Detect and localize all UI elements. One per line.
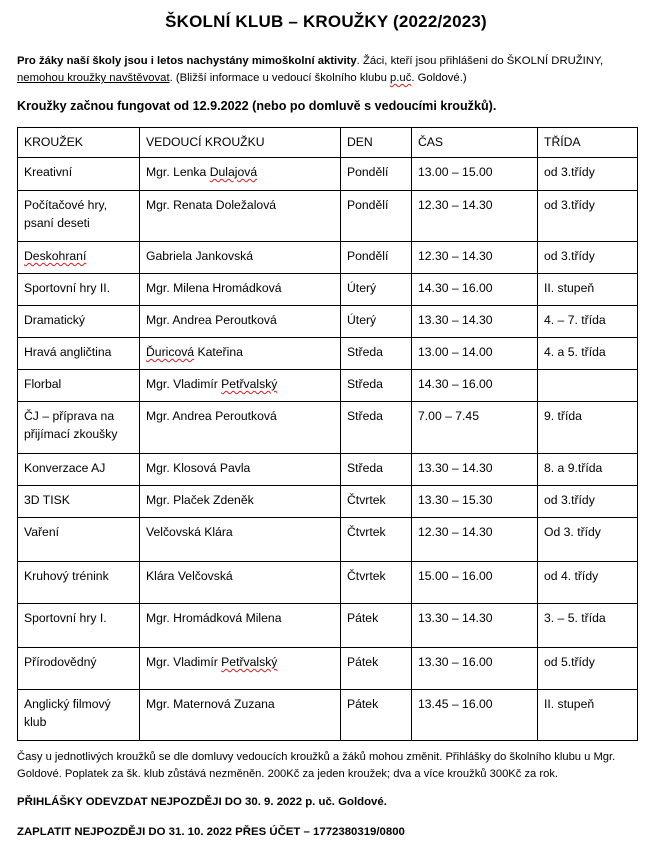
club-name-cell: Hravá angličtina [18,338,140,370]
grade-cell: II. stupeň [538,274,638,306]
intro-underlined: nemohou kroužky navštěvovat [17,72,170,84]
grade-cell: 4. a 5. třída [538,338,638,370]
time-cell: 13.30 – 14.30 [412,454,538,486]
time-cell: 13.30 – 14.30 [412,306,538,338]
day-cell: Středa [341,402,412,454]
intro-text-2: . (Bližší informace u vedoucí školního klubu [169,72,390,84]
day-cell: Středa [341,338,412,370]
time-cell: 13.30 – 14.30 [412,604,538,648]
day-cell: Pondělí [341,158,412,191]
header-cell: KROUŽEK [18,128,140,158]
leader-cell: Mgr. Milena Hromádková [140,274,341,306]
day-cell: Středa [341,454,412,486]
grade-cell: od 4. třídy [538,562,638,604]
day-cell: Pondělí [341,191,412,242]
day-cell: Čtvrtek [341,562,412,604]
grade-cell: od 3.třídy [538,158,638,191]
table-row [18,274,638,306]
spellcheck-word: Petřvalský [221,655,278,669]
header-cell: VEDOUCÍ KROUŽKU [140,128,341,158]
header-cell: ČAS [412,128,538,158]
table-row [18,158,638,191]
time-cell: 12.30 – 14.30 [412,191,538,242]
table-row [18,402,638,454]
day-cell: Pátek [341,690,412,741]
intro-paragraph [17,53,637,87]
club-name-cell: Kruhový trénink [18,562,140,604]
payment-deadline: ZAPLATIT NEJPOZDĚJI DO 31. 10. 2022 PŘES ÚČET – 1772380319/0800 [17,826,405,838]
day-cell: Pondělí [341,242,412,274]
table-row [18,454,638,486]
clubs-table [17,127,638,741]
table-row [18,604,638,648]
grade-cell: od 3.třídy [538,242,638,274]
table-header-row [18,128,638,158]
page-title: ŠKOLNÍ KLUB – KROUŽKY (2022/2023) [165,12,487,31]
time-cell: 13.30 – 16.00 [412,648,538,690]
club-name-cell [18,242,140,274]
leader-cell: Mgr. Hromádková Milena [140,604,341,648]
leader-cell: Mgr. Lenka Dulajová [140,158,341,191]
day-cell: Pátek [341,604,412,648]
table-row [18,370,638,402]
leader-cell: Ďuricová Kateřina [140,338,341,370]
table-row [18,191,638,242]
time-cell: 15.00 – 16.00 [412,562,538,604]
time-cell: 12.30 – 14.30 [412,518,538,562]
table-row [18,648,638,690]
grade-cell: 4. – 7. třída [538,306,638,338]
grade-cell: 3. – 5. třída [538,604,638,648]
grade-cell: 9. třída [538,402,638,454]
table-row [18,306,638,338]
table-row [18,486,638,518]
day-cell: Čtvrtek [341,518,412,562]
time-cell: 13.00 – 14.00 [412,338,538,370]
grade-cell [538,370,638,402]
club-name-cell: Přírodovědný [18,648,140,690]
grade-cell: II. stupeň [538,690,638,741]
spellcheck-word: Dulajová [209,165,258,179]
grade-cell: 8. a 9.třída [538,454,638,486]
table-row [18,518,638,562]
club-name-cell: Sportovní hry I. [18,604,140,648]
start-note: Kroužky začnou fungovat od 12.9.2022 (nebo po domluvě s vedoucími kroužků). [17,99,497,113]
day-cell: Úterý [341,306,412,338]
club-name-cell: Konverzace AJ [18,454,140,486]
day-cell: Úterý [341,274,412,306]
time-cell: 7.00 – 7.45 [412,402,538,454]
day-cell: Středa [341,370,412,402]
club-name-cell: Florbal [18,370,140,402]
leader-cell: Mgr. Andrea Peroutková [140,402,341,454]
table-row [18,562,638,604]
time-cell: 13.30 – 15.30 [412,486,538,518]
clubs-table-body [18,128,638,741]
day-cell: Pátek [341,648,412,690]
grade-cell: Od 3. třídy [538,518,638,562]
club-name-cell: ČJ – příprava na přijímací zkoušky [18,402,140,454]
club-name-cell: Dramatický [18,306,140,338]
leader-cell: Mgr. Vladimír Petřvalský [140,370,341,402]
club-name-cell: Počítačové hry, psaní deseti [18,191,140,242]
footer-note: Časy u jednotlivých kroužků se dle domluvy vedoucích kroužků a žáků mohou změnit. Přihlášky do školního klubu u Mgr. Goldové. Poplatek za šk. klub zůstává nezměněn. 200Kč za jeden kroužek; dva a více kroužků 300Kč za rok. [17,751,616,780]
club-name-cell: 3D TISK [18,486,140,518]
club-name-cell: Sportovní hry II. [18,274,140,306]
leader-cell: Klára Velčovská [140,562,341,604]
table-row [18,690,638,741]
intro-text-3: . Goldové.) [411,72,467,84]
leader-cell: Mgr. Renata Doležalová [140,191,341,242]
header-cell: TŘÍDA [538,128,638,158]
club-name-cell: Anglický filmový klub [18,690,140,741]
time-cell: 12.30 – 14.30 [412,242,538,274]
leader-cell: Mgr. Andrea Peroutková [140,306,341,338]
time-cell: 13.45 – 16.00 [412,690,538,741]
header-cell: DEN [341,128,412,158]
application-deadline: PŘIHLÁŠKY ODEVZDAT NEJPOZDĚJI DO 30. 9. 2022 p. uč. Goldové. [17,796,387,808]
club-name-cell: Kreativní [18,158,140,191]
spellcheck-word: Petřvalský [221,377,278,391]
intro-bold: Pro žáky naší školy jsou i letos nachystány mimoškolní aktivity [17,55,357,67]
intro-squiggly: p.uč [390,72,412,84]
intro-text-1: . Žáci, kteří jsou přihlášeni do ŠKOLNÍ DRUŽINY, [356,55,604,67]
leader-cell: Mgr. Klosová Pavla [140,454,341,486]
grade-cell: od 5.třídy [538,648,638,690]
leader-cell: Mgr. Maternová Zuzana [140,690,341,741]
club-name-cell: Vaření [18,518,140,562]
leader-cell: Mgr. Vladimír Petřvalský [140,648,341,690]
time-cell: 14.30 – 16.00 [412,274,538,306]
spellcheck-word: Deskohraní [24,249,87,263]
grade-cell: od 3.třídy [538,191,638,242]
leader-cell: Gabriela Jankovská [140,242,341,274]
leader-cell: Velčovská Klára [140,518,341,562]
spellcheck-word: Ďuricová [146,345,195,359]
day-cell: Čtvrtek [341,486,412,518]
time-cell: 13.00 – 15.00 [412,158,538,191]
time-cell: 14.30 – 16.00 [412,370,538,402]
leader-cell: Mgr. Plaček Zdeněk [140,486,341,518]
table-row [18,338,638,370]
table-row [18,242,638,274]
grade-cell: od 3.třídy [538,486,638,518]
